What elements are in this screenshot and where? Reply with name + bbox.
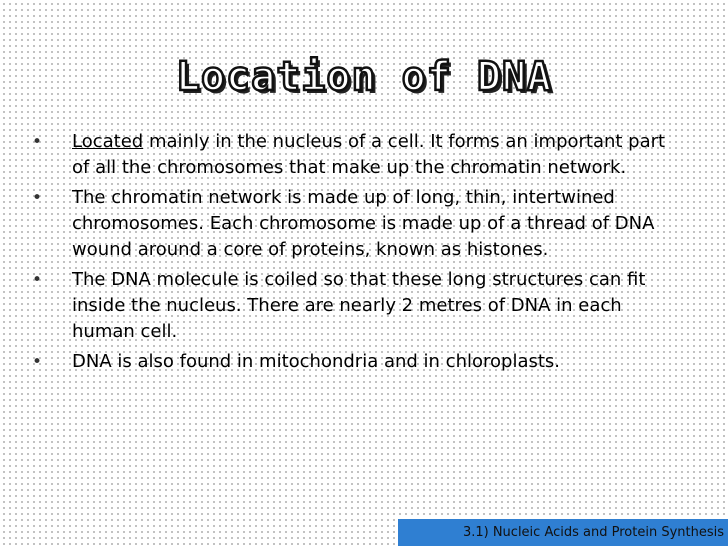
bullet-dot-icon: • xyxy=(31,352,43,372)
bullet-text: DNA is also found in mitochondria and in chloroplasts. xyxy=(72,351,561,372)
bullet-text: The chromatin network is made up of long, thin, intertwined chromosomes. Each chromosome is made up of a thread of DNA wound around a core of proteins, known as histones. xyxy=(72,187,655,260)
slide-title: Location of DNA xyxy=(175,54,553,100)
footer-bar xyxy=(398,519,728,546)
located-link[interactable]: Located xyxy=(72,131,144,152)
bullet-item xyxy=(30,185,680,263)
bullet-dot-icon: • xyxy=(31,132,43,152)
bullet-item xyxy=(30,349,680,375)
bullet-item xyxy=(30,129,680,181)
bullet-dot-icon: • xyxy=(31,270,43,290)
bullet-text: mainly in the nucleus of a cell. It forms an important part of all the chromosomes that make up the chromatin network. xyxy=(72,131,666,178)
bullet-item xyxy=(30,267,680,345)
bullet-list xyxy=(30,129,680,379)
bullet-dot-icon: • xyxy=(31,188,43,208)
footer-label: 3.1) Nucleic Acids and Protein Synthesis xyxy=(462,525,724,540)
bullet-text: The DNA molecule is coiled so that these long structures can fit inside the nucleus. There are nearly 2 metres of DNA in each human cell. xyxy=(72,269,646,342)
